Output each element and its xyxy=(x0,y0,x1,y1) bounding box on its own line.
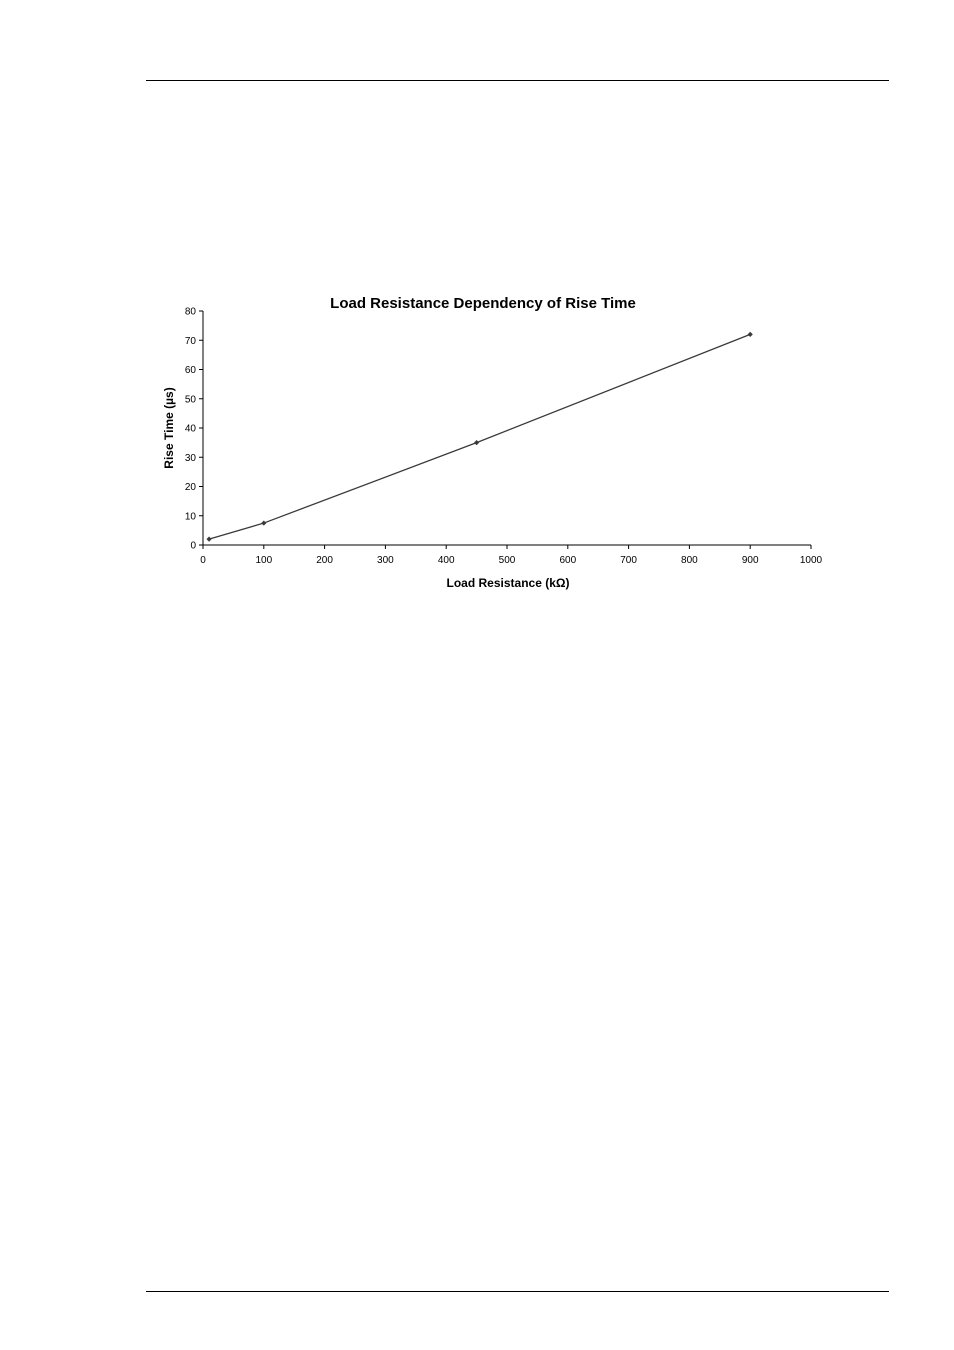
rise-time-chart xyxy=(150,285,840,605)
x-tick-label: 600 xyxy=(559,555,577,566)
x-tick-label: 300 xyxy=(377,555,394,566)
y-tick-label: 10 xyxy=(184,511,196,523)
data-point-marker xyxy=(474,440,479,445)
y-tick-label: 80 xyxy=(184,306,196,318)
x-tick-label: 500 xyxy=(498,555,516,566)
y-tick-label: 70 xyxy=(184,335,196,347)
x-tick-label: 1000 xyxy=(799,555,823,566)
y-tick-label: 40 xyxy=(184,423,196,435)
x-tick-label: 200 xyxy=(316,555,333,566)
data-point-marker xyxy=(748,332,753,337)
y-axis-title: Rise Time (µs) xyxy=(162,387,176,469)
data-point-marker xyxy=(206,537,211,542)
x-tick-label: 0 xyxy=(200,555,206,566)
y-tick-label: 50 xyxy=(184,394,196,406)
header-rule xyxy=(146,80,889,81)
y-axis-ticks xyxy=(185,307,203,552)
x-tick-label: 900 xyxy=(741,555,759,566)
x-axis-ticks xyxy=(200,545,822,566)
series-group xyxy=(206,332,752,542)
x-tick-label: 400 xyxy=(437,555,455,566)
y-tick-label: 0 xyxy=(190,540,196,552)
x-axis-title: Load Resistance (kΩ) xyxy=(446,576,570,590)
y-tick-label: 60 xyxy=(184,365,196,376)
x-tick-label: 100 xyxy=(255,555,273,566)
y-tick-label: 30 xyxy=(184,452,196,464)
series-line xyxy=(209,334,750,539)
x-tick-label: 700 xyxy=(620,555,637,566)
footer-rule xyxy=(146,1291,889,1292)
chart-title: Load Resistance Dependency of Rise Time xyxy=(330,295,636,312)
y-tick-label: 20 xyxy=(184,482,196,493)
data-point-marker xyxy=(261,520,266,525)
x-tick-label: 800 xyxy=(681,555,698,566)
